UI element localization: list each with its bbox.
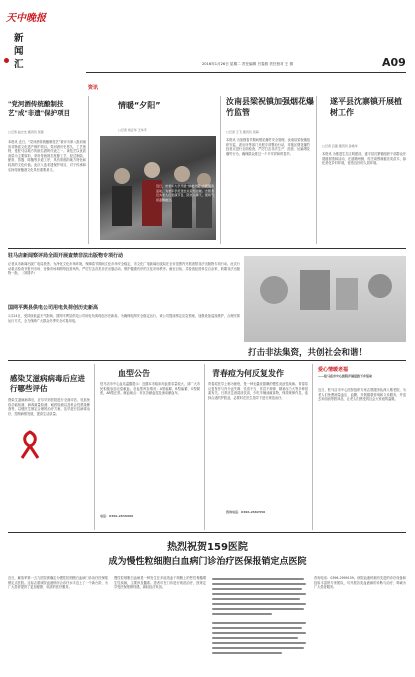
article-5-title: 驻马店新闻察评局全面开展查禁非法出版物专项行动	[8, 253, 124, 259]
red-ribbon-icon	[18, 430, 42, 460]
ad-illegal-fundraising	[244, 256, 406, 342]
article-9-body: 青春痘医学上称为痤疮，是一种毛囊皮脂腺的慢性炎症性疾病。青春痘反复发作与内分泌失调、饮食不当、作息不规律、精神压力大等多种因素有关。日常应注意清淡饮食，少吃辛辣油腻食物，保持规律作息，选择合适的护肤品，必要时在医生指导下进行规范治疗。	[208, 382, 308, 400]
masthead-logo: 天中晚报	[6, 13, 46, 24]
article-8-title: 血型公告	[118, 369, 150, 378]
article-11-title: 热烈祝贺159医院	[167, 542, 248, 553]
article-10-subtitle: ——驻马店市中心医院开展送医下乡活动	[318, 374, 373, 378]
article-6-body: 1月24日，受持续低温天气影响，国网平舆县供电公司用电负荷再创历史新高。为确保电网安全稳定运行，该公司提前制定应急预案，加强设备巡视维护，合理安排运行方式，全力保障广大群众冬季安全可靠用电。	[8, 314, 240, 323]
ad-headline: 打击非法集资，共创社会和谐！	[248, 348, 368, 358]
article-10-body: 近日，驻马店市中心医院组织专家志愿服务队深入敬老院，为老人们免费测量血压、血糖，开展健康咨询和义诊服务，并送去米面油等慰问品，让老人们感受到社会大家庭的温暖。	[318, 388, 406, 402]
article-3-title: 汝南县梁祝镇加强烟花爆竹监管	[226, 97, 314, 117]
article-3-byline: □记者 王飞 通讯员 吴海	[226, 130, 259, 134]
article-6-title: 国网平舆县供电公司用电负荷创历史新高	[8, 305, 99, 311]
article-1-body: 本报讯 近日，“党河酒传统酿制技艺”被评为第八批河南省非物质文化遗产保护项目。党河酒历史悠久，工艺独特，是驻马店地方传统名酒的代表之一。该技艺以优质高粱为主要原料，采用传统固态发酵工艺，经过制曲、配料、蒸馏、陈酿等多道工序，具有浓郁的地方特色和较高的文化价值。此次入选非遗保护项目，对于传承和弘扬传统酿酒文化具有重要意义。	[8, 140, 86, 172]
article-9-title: 青春痘为何反复发作	[212, 369, 284, 378]
ad-illustration	[244, 256, 406, 342]
article-4-body: 本报讯 为推进生态文明建设，遂平县沈寨镇组织干部群众开展植树造林活动，在道路两侧、村庄周围栽植各类苗木，绿化美化乡村环境，营造良好的人居环境。	[322, 152, 406, 166]
article-8-body: 驻马店市中心血站温馨提示：近期本市临床用血需求量较大，请广大市民积极参加无偿献血。各血型库存情况：A型偏紧，B型偏紧，O型紧张，AB型正常。献血地点：市区各献血屋及流动献血车。	[100, 382, 200, 396]
section-title: 新闻汇	[14, 33, 24, 70]
article-11-body-mid: 慢性粒细胞白血病是一种发生在多能造血干细胞上的恶性骨髓增生性疾病，主要涉及髓系。患者可在门诊进行规范治疗，按规定享受医保报销待遇，减轻经济负担。	[114, 576, 206, 590]
article-5-body: 记者从市新闻出版广电局获悉，为净化文化市场环境，保障春节期间文化市场安全稳定，市文化广电新闻出版局在全市范围内开展查禁非法出版物专项行动。此次行动重点检查书报刊市场、音像市场和网络经营场所，严厉打击各类非法出版活动，维护健康有序的文化市场秩序。截至目前，共检查经营单位百余家，收缴非法出版物一批。（刘国华）	[8, 262, 240, 276]
article-1-byline: □记者 赵志杰 通讯员 吴锋	[8, 130, 44, 134]
article-11-body-right: 咨询电话：0396-2999159。该院血液科拥有先进的诊疗设备和经验丰富的专家团队，可开展各类血液病的诊断与治疗，竭诚为广大患者服务。	[314, 576, 406, 590]
article-3-body: 本报讯 为加强春节期间烟花爆竹安全管理，汝南县梁祝镇组织安监、派出所等部门开展专项整治行动，对辖区烟花爆竹经营点进行全面检查，严厉打击非法生产、经营、运输烟花爆竹行为，确保群众度过一个平安祥和的春节。	[226, 138, 310, 156]
article-2-caption: 近日，市老年大学开展“情暖夕阳”志愿服务活动，为老年学员送去关爱与温暖。志愿者们为老人们表演节目，陪老人聊天，现场气氛温馨融洽。	[156, 184, 214, 202]
article-11-body-left: 近日，解放军第一五九医院被确定为慢性粒细胞白血病门诊治疗医保报销定点医院。这标志着该院血液科综合诊疗水平迈上了一个新台阶，为广大患者提供了更加便捷、优质的医疗服务。	[8, 576, 108, 590]
section-tag: 资讯	[88, 85, 99, 91]
article-9-contact: 咨询电话：0396-2882550	[226, 510, 266, 514]
masthead-rule	[86, 72, 406, 73]
page-number: A09	[382, 56, 406, 69]
article-11-subtitle: 成为慢性粒细胞白血病门诊治疗医保报销定点医院	[108, 557, 307, 567]
article-2-byline: □记者 刘正华 王华平	[118, 128, 147, 132]
article-4-title: 遂平县沈寨镇开展植树工作	[330, 97, 402, 117]
article-4-byline: □记者 吕强 通讯员 孙艳华	[322, 144, 358, 148]
article-7-body: 感染艾滋病病毒后，应尽早到医院进行全面评估，包括免疫功能检测、病毒载量检测、耐药检测以及机会性感染筛查等，以便医生制定合理的治疗方案，及早进行抗病毒治疗，控制病情发展，提高生活质量。	[8, 398, 90, 416]
article-7-title: 感染艾滋病病毒后应进行哪些评估	[10, 374, 85, 393]
date-line: 2016年1月26日 星期二 责任编辑 吕春燕 责任校对 王 倩	[202, 62, 294, 66]
section-dot-icon	[4, 58, 9, 63]
article-11-middle-text-block	[212, 576, 308, 670]
article-2-title: 情暖“夕阳”	[118, 101, 161, 110]
article-8-contact: 电话：0396-2836999	[100, 514, 134, 518]
article-1-title: "党河酒传统酿制技艺"成"非遗"保护项目	[8, 100, 71, 117]
article-10-title: 爱心情暖老福	[318, 367, 349, 373]
